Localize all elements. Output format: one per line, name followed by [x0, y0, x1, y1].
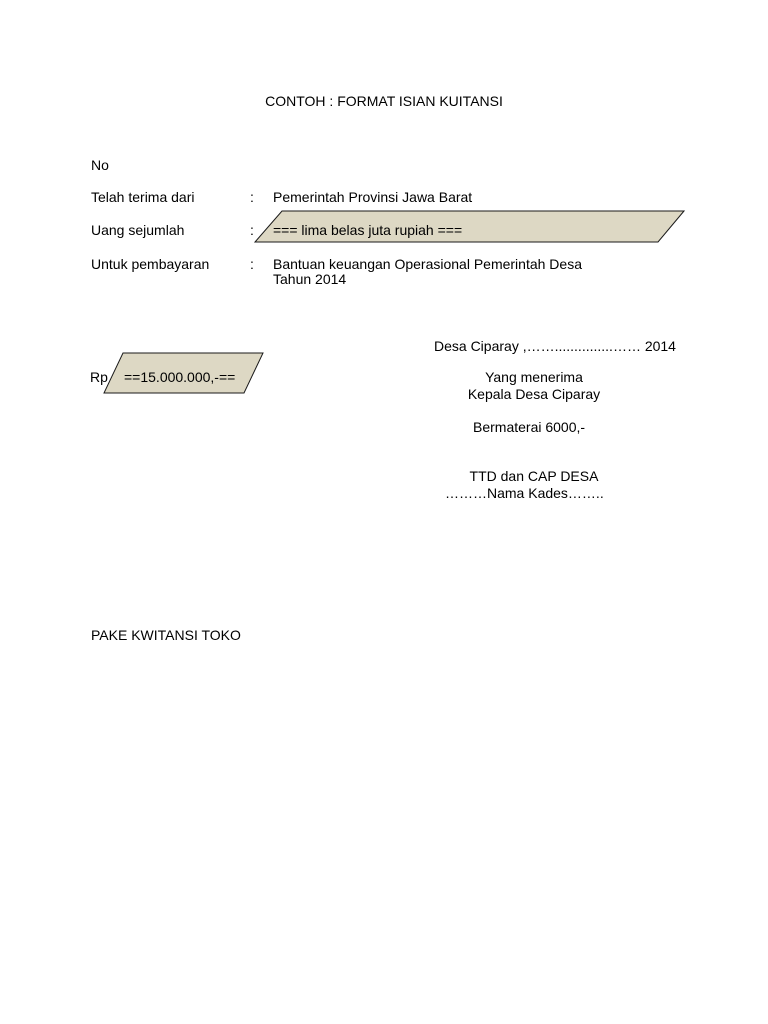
amount-colon: :	[250, 222, 254, 238]
purpose-line-2: Tahun 2014	[273, 271, 347, 287]
received-value: Pemerintah Provinsi Jawa Barat	[273, 189, 473, 205]
purpose-line-1: Bantuan keuangan Operasional Pemerintah Desa	[273, 256, 582, 272]
place-date: Desa Ciparay ,……...............…… 2014	[434, 338, 676, 354]
stamp-note: Bermaterai 6000,-	[473, 419, 586, 435]
signer-name: ………Nama Kades……..	[445, 485, 604, 501]
footer-note: PAKE KWITANSI TOKO	[91, 627, 241, 643]
received-colon: :	[250, 189, 254, 205]
receiver-label: Yang menerima	[485, 369, 583, 385]
no-label: No	[91, 157, 109, 173]
purpose-colon: :	[250, 256, 254, 272]
sign-note: TTD dan CAP DESA	[469, 468, 599, 484]
receiver-position: Kepala Desa Ciparay	[467, 386, 601, 402]
rp-label: Rp	[90, 369, 108, 385]
amount-value: === lima belas juta rupiah ===	[273, 222, 463, 238]
page-title: CONTOH : FORMAT ISIAN KUITANSI	[265, 93, 503, 109]
amount-label: Uang sejumlah	[91, 222, 185, 238]
received-label: Telah terima dari	[91, 189, 195, 205]
purpose-label: Untuk pembayaran	[91, 256, 210, 272]
rp-value: ==15.000.000,-==	[124, 369, 236, 385]
